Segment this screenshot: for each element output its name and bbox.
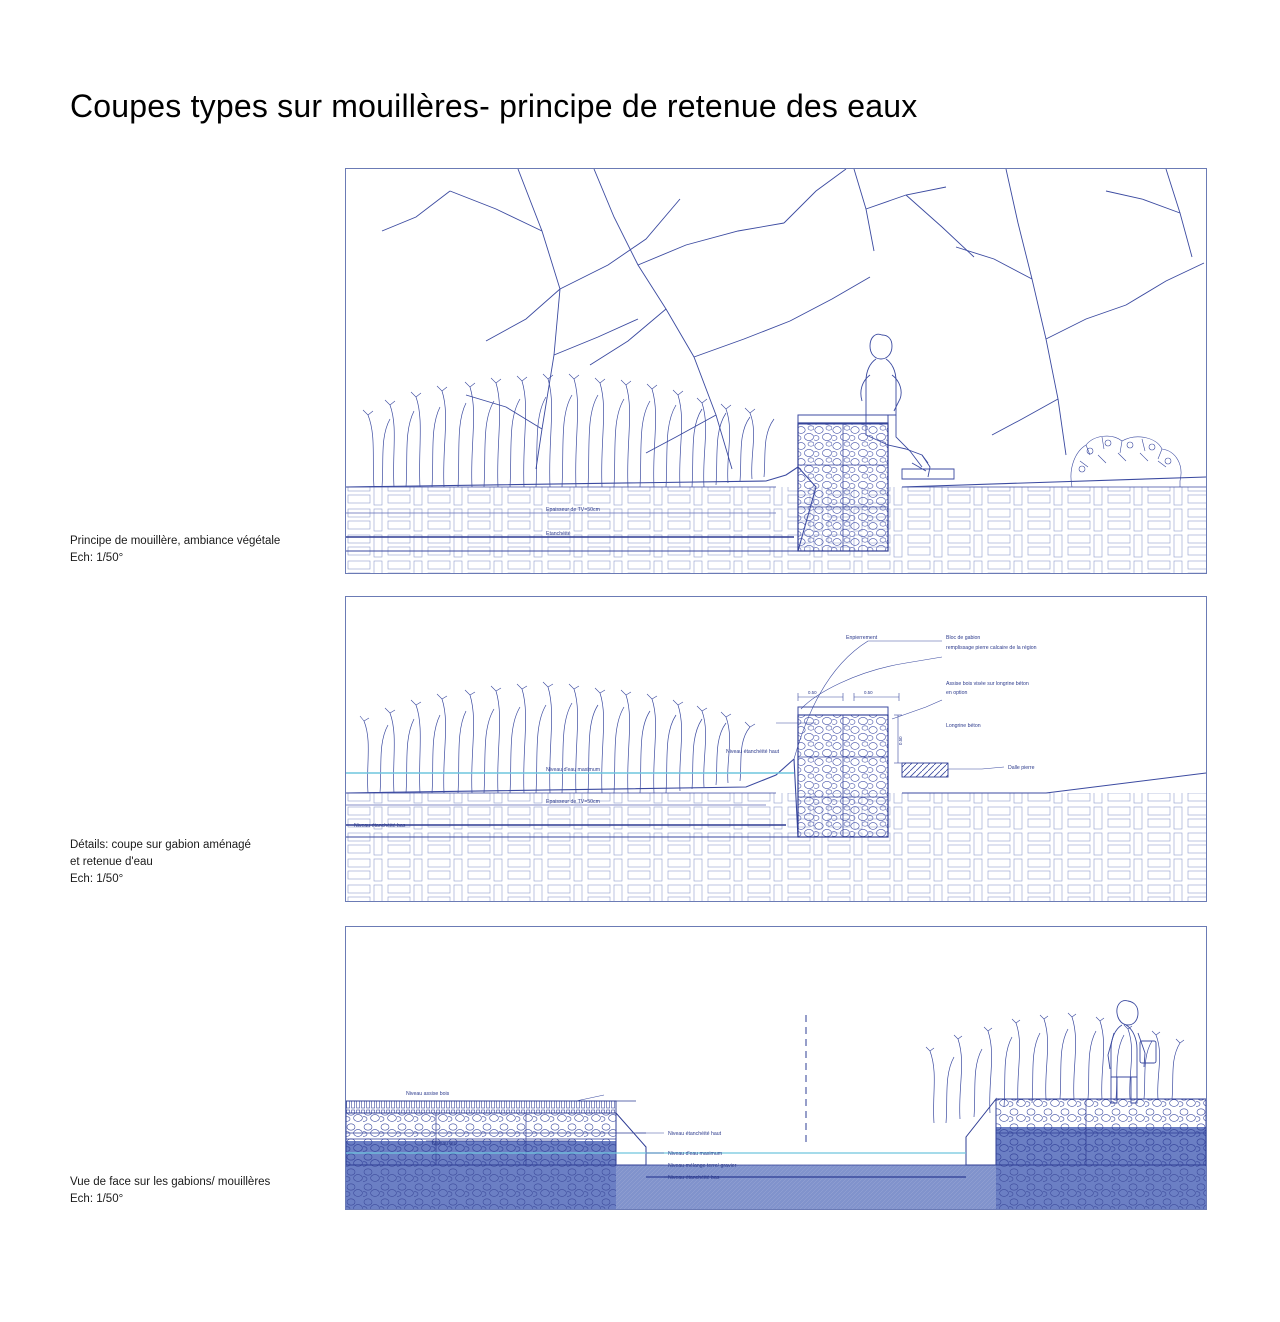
dalle-pierre-block [902, 763, 948, 777]
label-etancheite: Etanchéité [546, 531, 571, 537]
caption-details-gabion [70, 837, 251, 888]
label-enpierrement: Enpierrement [846, 635, 878, 641]
gabion-block [798, 415, 888, 551]
label-niveau-jeu: Niveau jeu [432, 1141, 457, 1147]
dimension-050-vertical: 0.50 [898, 736, 903, 745]
caption-line: Ech: 1/50° [70, 552, 124, 564]
label-epaisseur-tv: Epaisseur de TV=50cm [546, 799, 600, 805]
label-epaisseur-tv: Epaisseur de TV=50cm [546, 507, 600, 513]
caption-line: Détails: coupe sur gabion aménagé [70, 839, 251, 851]
tree-branches [382, 169, 1204, 469]
label-assise-bois-option: en option [946, 690, 968, 696]
dimension-050-left: 0.50 [808, 690, 817, 695]
label-dalle-pierre: Dalle pierre [1008, 765, 1035, 771]
label-longrine-beton: Longrine béton [946, 723, 981, 729]
gabion-right-top [966, 1099, 1206, 1165]
label-niveau-etancheite-bas: Niveau étanchéité bas [668, 1175, 720, 1181]
caption-line: Ech: 1/50° [70, 873, 124, 885]
caption-line: Principe de mouillère, ambiance végétale [70, 535, 281, 547]
gabion-block [798, 707, 888, 837]
label-niveau-assise-bois: Niveau assise bois [406, 1091, 450, 1097]
melange-terre-gravier [616, 1165, 996, 1209]
caption-line: Vue de face sur les gabions/ mouillères [70, 1176, 271, 1188]
drawing-panel-principe-mouillere [345, 168, 1207, 574]
dimension-050-right: 0.50 [864, 690, 873, 695]
pavement-hatch-band [346, 487, 1206, 573]
caption-line: Ech: 1/50° [70, 1193, 124, 1205]
label-niveau-etancheite-bas: Niveau étanchéité bas [354, 823, 406, 829]
label-niveau-etancheite-haut: Niveau étanchéité haut [726, 749, 780, 755]
label-niveau-eau-maximum: Niveau d'eau maximum [546, 767, 601, 773]
label-niveau-etancheite-haut: Niveau étanchéité haut [668, 1131, 722, 1137]
drawing-panel-details-gabion [345, 596, 1207, 902]
vegetation-grasses [363, 374, 774, 487]
vegetation-grasses [360, 682, 755, 793]
stone-step [902, 469, 954, 479]
caption-principe-mouillere [70, 533, 280, 567]
label-niveau-melange-terre-gravier: Niveau mélange terre/ gravier [668, 1163, 737, 1169]
label-remplissage-pierre: remplissage pierre calcaire de la région [946, 645, 1037, 651]
person-standing [1108, 1001, 1156, 1103]
label-bloc-de-gabion: Bloc de gabion [946, 635, 981, 641]
label-assise-bois: Assise bois visée sur longrine béton [946, 681, 1029, 687]
label-niveau-eau-maximum: Niveau d'eau maximum [668, 1151, 723, 1157]
caption-line: et retenue d'eau [70, 856, 153, 868]
drawing-panel-vue-de-face [345, 926, 1207, 1210]
pavement-hatch-band [346, 793, 1206, 901]
page-title: Coupes types sur mouillères- principe de retenue des eaux [70, 88, 918, 124]
caption-vue-de-face [70, 1174, 270, 1208]
